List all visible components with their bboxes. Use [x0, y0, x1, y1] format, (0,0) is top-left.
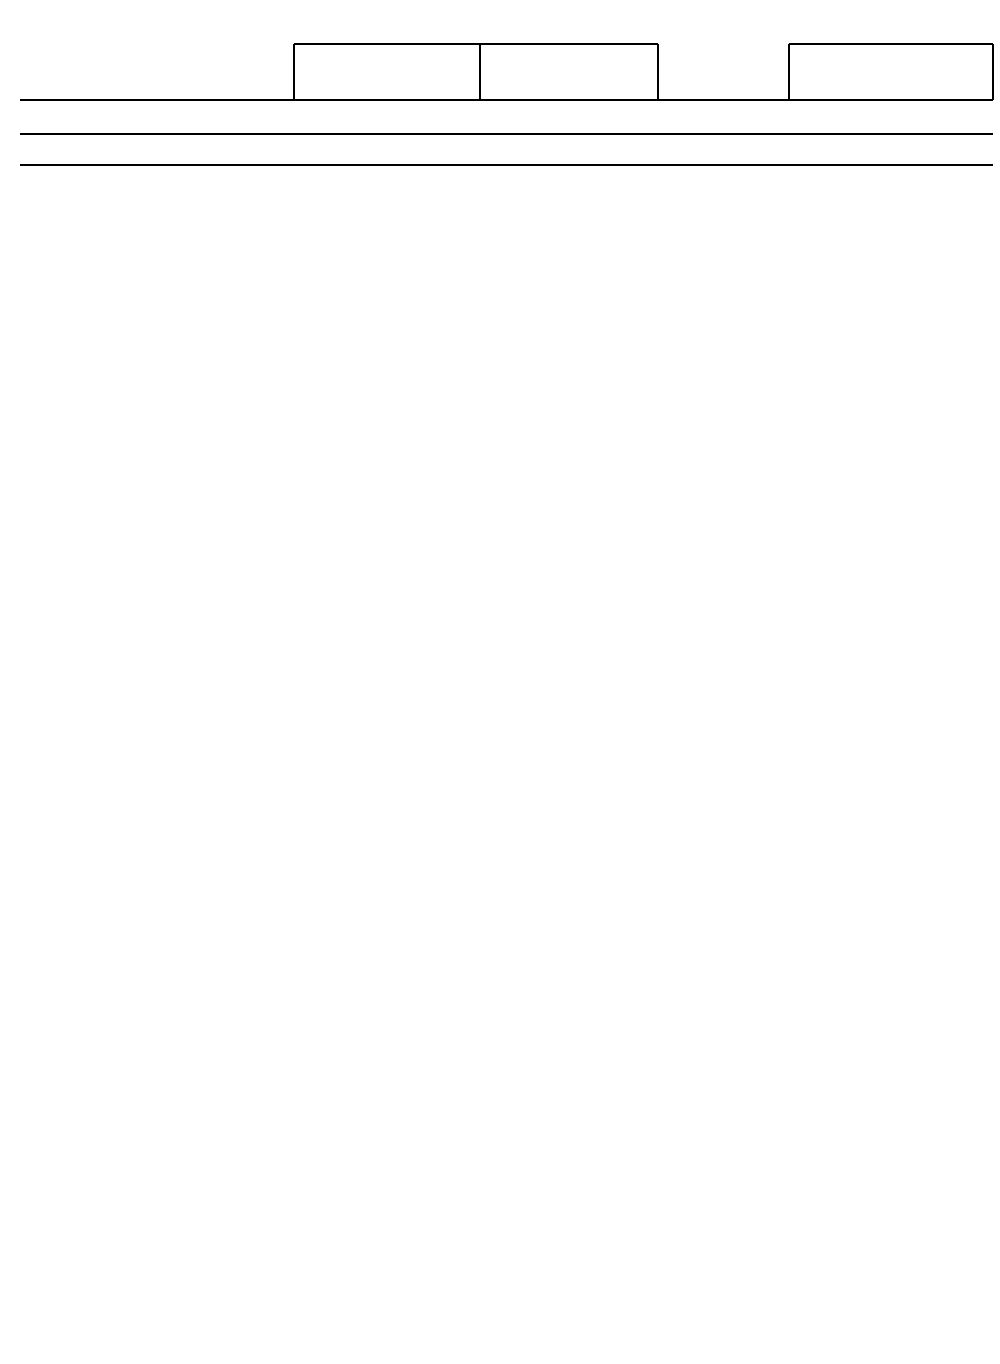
- weekday-header-4: [658, 100, 709, 134]
- tuesday-time-header: [294, 44, 480, 100]
- weekday-header-6: [789, 100, 993, 134]
- weekday-header-0: [20, 100, 230, 134]
- week-row-top: [20, 133, 993, 135]
- weekday-header-1: [230, 100, 294, 134]
- date-row-divider: [20, 164, 993, 166]
- weekday-header-3: [480, 100, 658, 134]
- wednesday-time-header: [480, 44, 658, 100]
- weekday-header-2: [294, 100, 480, 134]
- weekday-header-5: [709, 100, 789, 134]
- saturday-time-header: [789, 44, 993, 100]
